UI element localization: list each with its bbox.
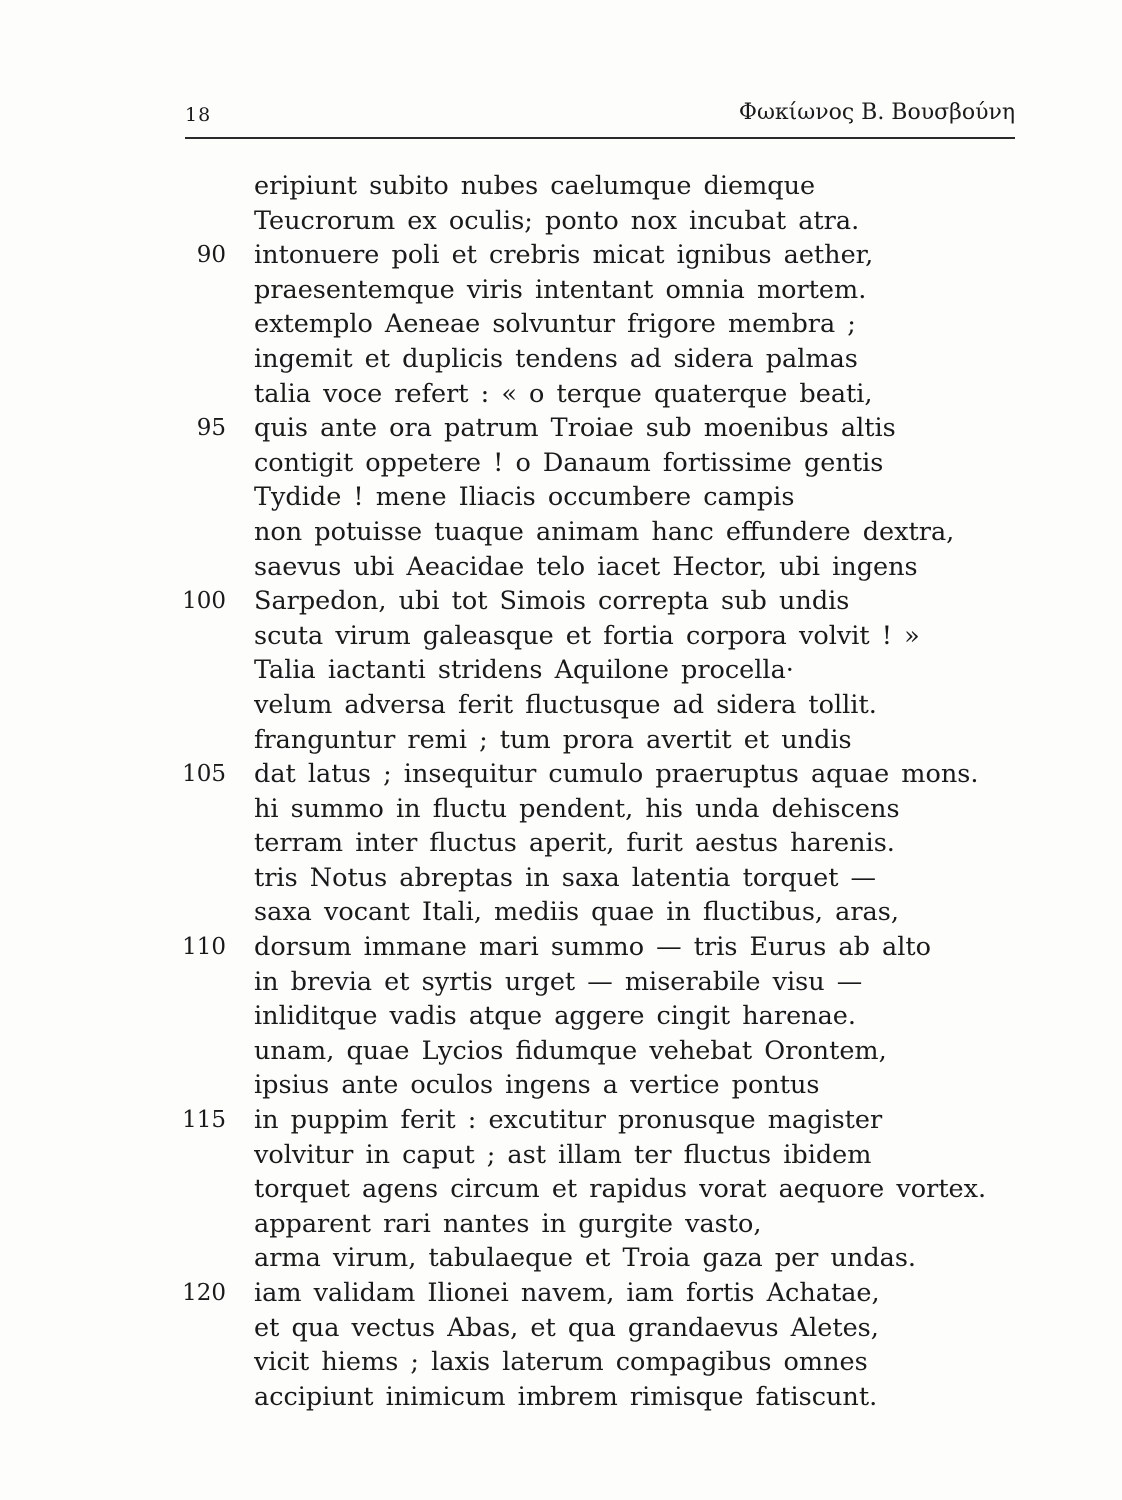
page-header xyxy=(185,100,1015,130)
verse-text: eripiunt subito nubes caelumque diemque xyxy=(254,171,816,201)
verse-line xyxy=(180,1276,980,1311)
verse-line xyxy=(180,757,980,792)
verse-text: extemplo Aeneae solvuntur frigore membra ; xyxy=(254,309,856,340)
verse-text: contigit oppetere ! o Danaum fortissime gentis xyxy=(254,447,884,478)
verse-line xyxy=(180,723,980,758)
verse-line xyxy=(180,342,980,377)
verse-number: 110 xyxy=(182,934,226,961)
verse-line xyxy=(180,377,980,412)
verse-text: ipsius ante oculos ingens a vertice pontus xyxy=(254,1070,820,1101)
verse-text: velum adversa ferit fluctusque ad sidera tollit. xyxy=(254,689,877,720)
verse-line xyxy=(180,826,980,861)
verse-line xyxy=(180,1103,980,1138)
verse-text: in brevia et syrtis urget — miserabile visu — xyxy=(254,966,863,997)
verse-text: hi summo in fluctu pendent, his unda dehiscens xyxy=(254,793,900,824)
verse-text: Sarpedon, ubi tot Simois correpta sub undis xyxy=(254,586,850,617)
verse-text: dorsum immane mari summo — tris Eurus ab alto xyxy=(254,932,931,963)
verse-line xyxy=(180,169,980,204)
verse-line xyxy=(180,238,980,273)
verse-text: torquet agens circum et rapidus vorat aequore vortex. xyxy=(254,1174,987,1205)
verse-line xyxy=(180,792,980,827)
verse-line xyxy=(180,307,980,342)
verse-list xyxy=(180,169,987,1414)
verse-text: Tydide ! mene Iliacis occumbere campis xyxy=(254,482,795,513)
verse-text: volvitur in caput ; ast illam ter fluctus ibidem xyxy=(254,1139,872,1170)
page-number: 18 xyxy=(185,104,212,126)
verse-number: 95 xyxy=(196,415,226,442)
verse-text: et qua vectus Abas, et qua grandaevus Aletes, xyxy=(254,1312,879,1343)
verse-number: 115 xyxy=(182,1107,226,1134)
verse-text: unam, quae Lycios fidumque vehebat Orontem, xyxy=(254,1035,887,1066)
verse-line xyxy=(180,273,980,308)
verse-text: tris Notus abreptas in saxa latentia torquet — xyxy=(254,862,877,893)
verse-text: vicit hiems ; laxis laterum compagibus omnes xyxy=(254,1347,868,1378)
verse-line xyxy=(180,965,980,1000)
verse-text: iam validam Ilionei navem, iam fortis Achatae, xyxy=(254,1278,880,1308)
verse-line xyxy=(180,895,980,930)
verse-line xyxy=(180,204,980,239)
verse-line xyxy=(180,999,980,1034)
verse-text: arma virum, tabulaeque et Troia gaza per undas. xyxy=(254,1243,917,1274)
verse-text: in puppim ferit : excutitur pronusque magister xyxy=(254,1105,883,1136)
verse-number: 100 xyxy=(182,588,226,615)
verse-text: Teucrorum ex oculis; ponto nox incubat atra. xyxy=(254,205,860,236)
verse-text: saxa vocant Itali, mediis quae in fluctibus, aras, xyxy=(254,897,899,928)
verse-text: Talia iactanti stridens Aquilone procella· xyxy=(254,655,794,686)
verse-line xyxy=(180,1311,980,1346)
verse-line xyxy=(180,1034,980,1069)
verse-line xyxy=(180,515,980,550)
header-rule xyxy=(185,137,1015,139)
verse-line xyxy=(180,411,980,446)
verse-line xyxy=(180,1068,980,1103)
verse-line xyxy=(180,1138,980,1173)
verse-number: 90 xyxy=(196,242,226,269)
verse-text: quis ante ora patrum Troiae sub moenibus altis xyxy=(254,413,896,444)
verse-line xyxy=(180,1241,980,1276)
verse-text: franguntur remi ; tum prora avertit et undis xyxy=(254,724,852,755)
verse-text: terram inter fluctus aperit, furit aestus harenis. xyxy=(254,828,895,859)
verse-line xyxy=(180,930,980,965)
verse-line xyxy=(180,861,980,896)
verse-line xyxy=(180,688,980,723)
verse-line xyxy=(180,550,980,585)
verse-text: apparent rari nantes in gurgite vasto, xyxy=(254,1208,762,1239)
verse-text: inliditque vadis atque aggere cingit harenae. xyxy=(254,1001,856,1032)
verse-line xyxy=(180,619,980,654)
verse-text: saevus ubi Aeacidae telo iacet Hector, ubi ingens xyxy=(254,551,918,582)
verse-text: intonuere poli et crebris micat ignibus aether, xyxy=(254,240,874,271)
verse-text: praesentemque viris intentant omnia mortem. xyxy=(254,274,867,305)
verse-line xyxy=(180,1172,987,1207)
verse-line xyxy=(180,1380,980,1415)
verse-line xyxy=(180,480,980,515)
verse-text: talia voce refert : « o terque quaterque beati, xyxy=(254,378,873,409)
verse-line xyxy=(180,1207,980,1242)
verse-line xyxy=(180,584,980,619)
verse-number: 120 xyxy=(182,1280,226,1306)
verse-line xyxy=(180,1345,980,1380)
verse-text: ingemit et duplicis tendens ad sidera palmas xyxy=(254,343,858,374)
verse-line xyxy=(180,653,980,688)
verse-number: 105 xyxy=(182,761,226,788)
verse-text: scuta virum galeasque et fortia corpora volvit ! » xyxy=(254,620,920,651)
verse-text: accipiunt inimicum imbrem rimisque fatiscunt. xyxy=(254,1381,878,1412)
running-head: Φωκίωνος Β. Βουσβούνη xyxy=(738,100,1015,125)
verse-line xyxy=(180,446,980,481)
verse-text: non potuisse tuaque animam hanc effundere dextra, xyxy=(254,516,955,547)
verse-text: dat latus ; insequitur cumulo praeruptus aquae mons. xyxy=(254,759,979,790)
